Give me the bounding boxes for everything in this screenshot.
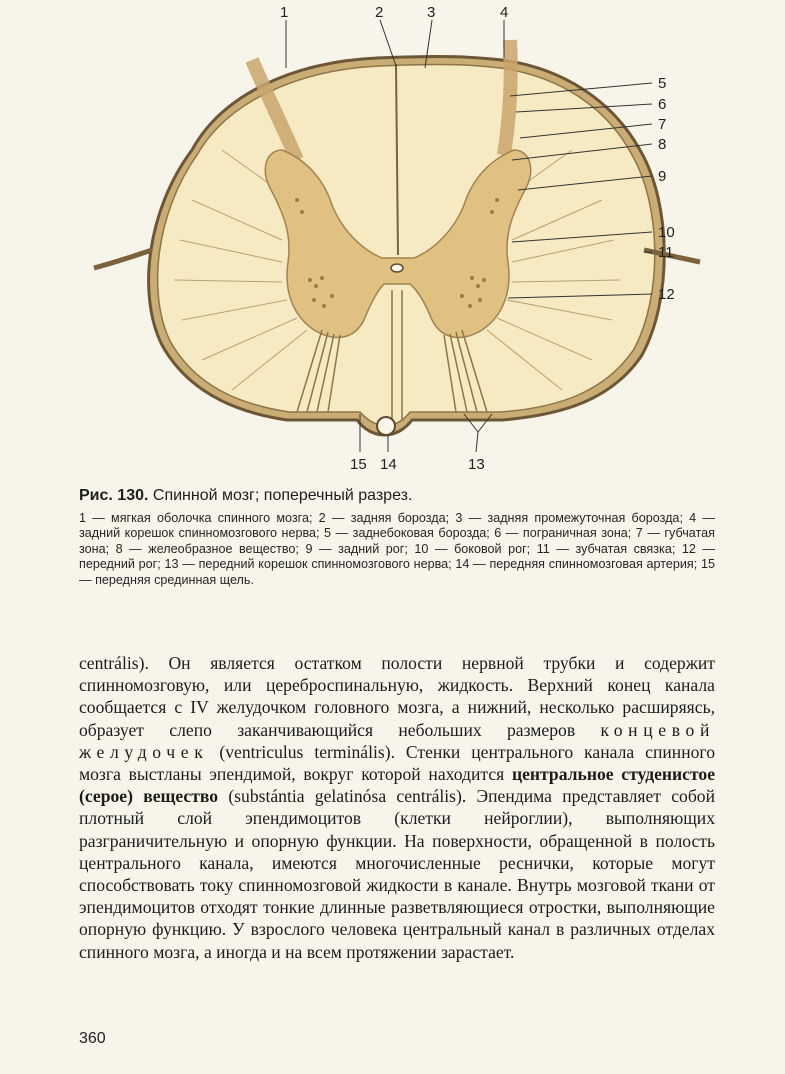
figure-label-2: 2 — [375, 4, 384, 21]
spinal-cord-figure — [92, 0, 702, 485]
figure-label-10: 10 — [658, 224, 675, 241]
dorsal-root-right — [504, 40, 511, 155]
body-text-part-1: centrális). Он является остатком полости нервной трубки и содержит спинномозговую, или цереброспинальную, жидкость. Верхний конец канала сообщается с IV желудочком головного мозга, а нижний, несколько расширяясь, образует слепо заканчивающийся небольших размеров — [79, 653, 715, 740]
caption-title — [79, 487, 715, 505]
figure-label-4: 4 — [500, 4, 509, 21]
figure-label-5: 5 — [658, 75, 667, 92]
figure-label-3: 3 — [427, 4, 436, 21]
figure-caption — [79, 487, 715, 588]
page-number: 360 — [79, 1030, 106, 1047]
figure-label-15: 15 — [350, 456, 367, 473]
figure-label-7: 7 — [658, 116, 667, 133]
figure-label-8: 8 — [658, 136, 667, 153]
white-matter — [158, 65, 655, 426]
caption-figure-number: Рис. 130. — [79, 487, 149, 504]
figure-label-1: 1 — [280, 4, 289, 21]
body-text-part-2: (ventriculus terminális). Стенки центрального канала спинного мозга выстланы эпендимой, вокруг которой находится — [79, 741, 715, 785]
caption-title-text: Спинной мозг; поперечный разрез. — [152, 487, 413, 504]
spinal-cord-cross-section-illustration — [92, 0, 702, 485]
figure-label-11: 11 — [658, 244, 674, 261]
term-central-gelatinous-substance: центральное студенистое (серое) вещество — [79, 764, 715, 807]
term-terminal-ventricle: концевой желудочек — [79, 719, 715, 762]
figure-label-13: 13 — [468, 456, 485, 473]
figure-label-9: 9 — [658, 168, 667, 185]
figure-label-14: 14 — [380, 456, 397, 473]
anterior-spinal-artery — [377, 417, 395, 435]
body-paragraph — [79, 652, 715, 963]
figure-label-12: 12 — [658, 286, 675, 303]
central-canal — [391, 264, 403, 272]
dentate-ligament-left — [94, 250, 152, 268]
figure-label-6: 6 — [658, 96, 667, 113]
caption-legend: 1 — мягкая оболочка спинного мозга; 2 — задняя борозда; 3 — задняя промежуточная борозда; 4 — задний корешок спинномозгового нерва; 5 — заднебоковая борозда; 6 — пограничная зона; 7 — губчатая зона; 8 — желеобразное вещество; 9 — задний рог; 10 — боковой рог; 11 — зубчатая связка; 12 — передний рог; 13 — передний корешок спинномозгового нерва; 14 — передняя спинномозговая артерия; 15 — передняя срединная щель. — [79, 511, 715, 587]
body-text-part-3: (substántia gelatinósa centrális). Эпендима представляет собой плотный слой эпендимоцитов (клетки нейроглии), выполняющих разграничительную и опорную функции. На поверхности, обращенной в полость центрального канала, имеются многочисленные реснички, которые могут способствовать току спинномозговой жидкости в канале. Внутрь мозговой ткани от эпендимоцитов отходят тонкие длинные разветвляющиеся отростки, выполняющие опорную функцию. У взрослого человека центральный канал в различных отделах спинного мозга, а иногда и на всем протяжении зарастает. — [79, 786, 715, 962]
